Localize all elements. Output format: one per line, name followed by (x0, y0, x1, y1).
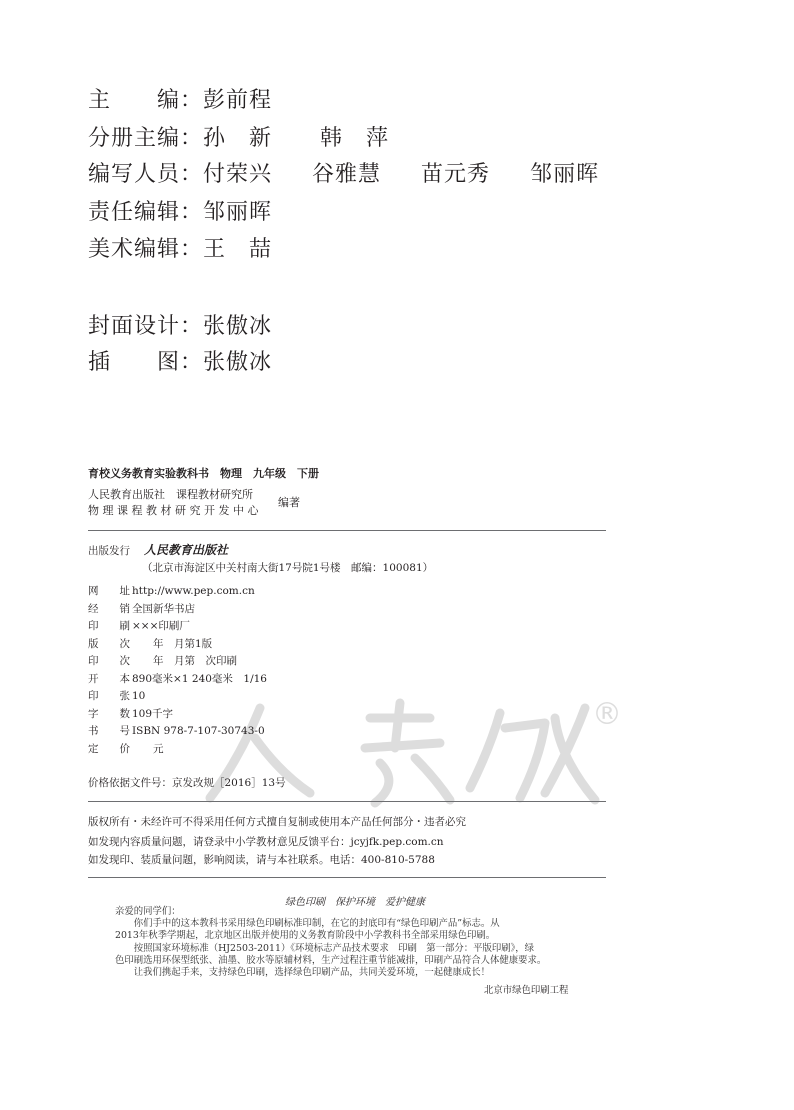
credit-responsible-editor (88, 198, 272, 228)
green-print-slogan: 绿色印刷 保护环境 爱护健康 (285, 897, 425, 908)
green-print-notice (115, 906, 585, 979)
info-row (88, 672, 267, 686)
info-key: 字 数 (88, 707, 130, 720)
notice-line: 亲爱的同学们： (115, 906, 181, 917)
info-value: 109千字 (132, 707, 174, 720)
book-series-title: 育校义务教育实验教科书 物理 九年级 下册 (88, 467, 319, 480)
info-key: 印 次 (88, 655, 130, 667)
green-print-signature: 北京市绿色印刷工程 (484, 985, 569, 996)
info-value: ×××印刷厂 (132, 620, 190, 632)
info-key: 开 本 (88, 672, 130, 685)
notice-line: 色印刷选用环保型纸张、油墨、胶水等原辅材料，生产过程注重节能减排，印刷产品符合人体健康要求。 (115, 954, 547, 966)
info-value: ISBN 978-7-107-30743-0 (132, 725, 265, 737)
info-key: 版 次 (88, 637, 130, 650)
credit-value: 王 喆 (203, 237, 273, 262)
credit-value: 谷雅慧 (312, 162, 382, 187)
info-row (88, 654, 237, 668)
pep-watermark-logo (200, 688, 630, 808)
info-row (88, 602, 195, 616)
credit-value: 付荣兴 (203, 162, 273, 187)
info-value: 年 月第1版 (132, 637, 213, 650)
credit-value: 韩 萍 (320, 126, 390, 151)
price-basis: 价格依据文件号：京发改规［2016］13号 (88, 777, 286, 789)
publisher-address: （北京市海淀区中关村南大街17号院1号楼 邮编：100081） (142, 562, 434, 574)
credit-value: 张傲冰 (203, 314, 273, 339)
compiler-suffix: 编著 (278, 496, 300, 509)
publisher-logo: 人民教育出版社 (144, 543, 229, 557)
notice-line: 让我们携起手来，支持绿色印刷，选择绿色印刷产品，共同关爱环境，一起健康成长！ (115, 967, 491, 979)
notice-line: 2013年秋季学期起，北京地区出版并使用的义务教育阶段中小学教科书全部采用绿色印刷。 (115, 930, 496, 942)
info-value: 890毫米×1 240毫米 1/16 (132, 672, 267, 685)
compiler-line-2: 物 理 课 程 教 材 研 究 开 发 中 心 (88, 504, 259, 517)
credit-value: 彭前程 (203, 88, 273, 113)
copyright-notice: 版权所有・未经许可不得采用任何方式擅自复制或使用本产品任何部分・违者必究 (88, 816, 466, 828)
credit-value: 邹丽晖 (530, 162, 600, 187)
info-value: 年 月第 次印刷 (132, 655, 237, 667)
info-row (88, 619, 190, 633)
info-value: 全国新华书店 (132, 602, 195, 615)
divider (88, 877, 606, 878)
credit-value: 孙 新 (203, 126, 273, 151)
credit-art-editor (88, 235, 272, 265)
print-quality-contact: 如发现印、装质量问题，影响阅读，请与本社联系。电话：400-810-5788 (88, 854, 435, 866)
info-value: 元 (132, 742, 164, 755)
credit-label: 主 编： (88, 88, 204, 113)
credit-label: 编写人员： (88, 162, 204, 187)
feedback-platform: 如发现内容质量问题，请登录中小学教材意见反馈平台：jcyjfk.pep.com.cn (88, 836, 444, 848)
info-key: 印 张 (88, 690, 130, 702)
credit-cover-design (88, 312, 272, 342)
info-row (88, 584, 255, 598)
info-row (88, 637, 212, 651)
registered-mark-icon: ® (592, 697, 622, 732)
info-key: 出版发行 (88, 545, 130, 557)
credit-illustration (88, 348, 272, 378)
credit-label: 插 图： (88, 350, 204, 375)
credit-label: 责任编辑： (88, 200, 204, 225)
info-value: 10 (132, 690, 146, 702)
publisher-row (88, 543, 228, 558)
info-key: 网 址 (88, 585, 130, 597)
compiler-line-1: 人民教育出版社 课程教材研究所 (88, 488, 253, 501)
info-value: http://www.pep.com.cn (132, 585, 255, 597)
credit-label: 分册主编： (88, 126, 204, 151)
credit-value: 邹丽晖 (203, 200, 273, 225)
credit-volume-editor (88, 124, 389, 154)
info-key: 印 刷 (88, 620, 130, 632)
info-key: 经 销 (88, 602, 130, 615)
credit-writers (88, 160, 599, 190)
notice-line: 按照国家环境标准（HJ2503-2011）《环境标志产品技术要求 印刷 第一部分：平版印刷》，绿 (115, 942, 535, 954)
divider (88, 530, 606, 531)
info-key: 书 号 (88, 725, 130, 737)
credit-value: 苗元秀 (421, 162, 491, 187)
credit-label: 美术编辑： (88, 237, 204, 262)
info-row (88, 707, 173, 721)
notice-line: 你们手中的这本教科书采用绿色印刷标准印制，在它的封底印有“绿色印刷产品”标志。从 (115, 918, 500, 930)
info-key: 定 价 (88, 742, 130, 755)
credit-chief-editor (88, 86, 272, 116)
credit-value: 张傲冰 (203, 350, 273, 375)
credit-label: 封面设计： (88, 314, 204, 339)
divider (88, 801, 606, 802)
info-row (88, 689, 145, 703)
info-row (88, 742, 164, 756)
